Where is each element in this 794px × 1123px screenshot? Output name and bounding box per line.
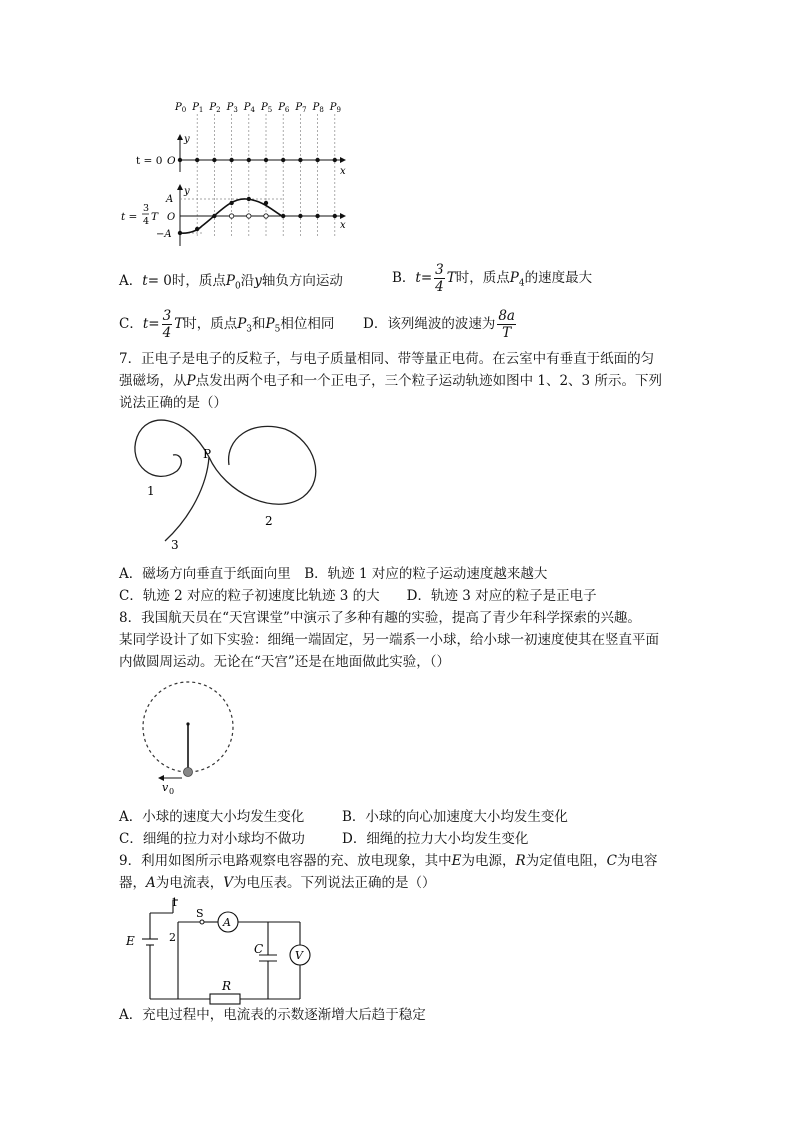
q7-trajectory-figure xyxy=(125,415,335,555)
q9-circuit-figure xyxy=(118,895,328,1005)
q6-c-p1: P xyxy=(237,316,247,332)
q6-c-eq: = xyxy=(148,316,160,332)
row2-point-2 xyxy=(212,214,216,218)
row2-point-7 xyxy=(298,214,302,218)
q6-c-num: 3 xyxy=(162,308,172,324)
wave-figure xyxy=(112,98,352,258)
q7-stem-line2 xyxy=(119,370,662,392)
row1-point-9 xyxy=(333,158,337,162)
q6-c-t: t xyxy=(142,316,149,332)
q6-a-end: 轴负方向运动 xyxy=(261,273,343,289)
q6-a-p: P xyxy=(225,273,235,289)
point-label-6: $P_6$ xyxy=(278,102,290,114)
q9-stem-R: R xyxy=(515,853,526,869)
q6-b-prefix: B． xyxy=(392,270,416,286)
wave-point-labels xyxy=(174,102,341,114)
row2-point-3 xyxy=(229,201,233,205)
q8-circle-figure xyxy=(130,678,250,798)
row2-point-8 xyxy=(315,214,319,218)
q6-b-den: 4 xyxy=(435,279,444,295)
q9-stem-E: E xyxy=(451,853,462,869)
fig7-label-3: 3 xyxy=(171,538,179,552)
q9-stem-g: 为电压表。下列说法正确的是（） xyxy=(233,875,436,891)
q9-stem-line2 xyxy=(119,872,436,894)
fig9-label-e: E xyxy=(126,934,135,948)
point-label-2: $P_2$ xyxy=(209,102,221,114)
point-label-0: $P_0$ xyxy=(175,102,187,114)
wave-gridlines xyxy=(197,114,335,238)
q8-option-d[interactable]: D．细绳的拉力大小均发生变化 xyxy=(342,831,529,847)
row1-point-7 xyxy=(298,158,302,162)
q7-stem-line2-a: 强磁场，从 xyxy=(119,373,187,389)
ball xyxy=(184,768,193,777)
q7-options-ab[interactable]: A．磁场方向垂直于纸面向里 B．轨迹 1 对应的粒子运动速度越来越大 xyxy=(119,566,548,582)
q6-c-T: T xyxy=(174,316,184,332)
fig9-label-a: A xyxy=(223,916,231,929)
fig9-label-v: V xyxy=(295,949,303,962)
q6-a-t: t xyxy=(142,273,148,289)
row2-time-den: 4 xyxy=(143,216,150,227)
point-label-8: $P_8$ xyxy=(312,102,324,114)
point-label-7: $P_7$ xyxy=(295,102,307,114)
q6-c-p1-sub: 3 xyxy=(246,324,253,335)
row2-point-1 xyxy=(195,227,199,231)
row1-point-8 xyxy=(315,158,319,162)
row2-point-9 xyxy=(333,214,337,218)
q6-a-y: y xyxy=(254,273,262,289)
q6-b-p-sub: 4 xyxy=(518,278,525,289)
q8-option-b[interactable]: B．小球的向心加速度大小均发生变化 xyxy=(342,809,568,825)
q6-b-num: 3 xyxy=(435,262,444,278)
q6-option-d[interactable] xyxy=(363,308,518,341)
row1-point-1 xyxy=(195,158,199,162)
row1-point-2 xyxy=(212,158,216,162)
q6-b-eq: = xyxy=(420,270,433,286)
row1-point-3 xyxy=(229,158,233,162)
row1-time-label: t = 0 xyxy=(136,155,163,167)
q6-b-T: T xyxy=(446,270,456,286)
row1-origin: O xyxy=(167,155,176,167)
q6-d-num: 8a xyxy=(498,308,515,324)
q6-b-mid: 时，质点 xyxy=(455,270,510,286)
row2-y-label: y xyxy=(184,186,190,197)
q6-b-fraction xyxy=(434,262,445,295)
q8-stem-line2: 某同学设计了如下实验：细绳一端固定，另一端系一小球，给小球一初速度使其在竖直平面 xyxy=(119,632,659,648)
q6-a-tail: 沿 xyxy=(240,273,255,289)
row2-equilibrium-point-4 xyxy=(247,214,251,218)
q9-stem-a: 9．利用如图所示电路观察电容器的充、放电现象，其中 xyxy=(119,853,452,869)
q6-c-mid: 时，质点 xyxy=(183,316,238,332)
q7-stem-line3: 说法正确的是（） xyxy=(119,395,227,411)
row1-point-0 xyxy=(178,158,182,162)
q6-c-p2: P xyxy=(265,316,275,332)
point-label-4: $P_4$ xyxy=(243,102,256,114)
amp-neg-label: −A xyxy=(156,229,172,240)
row1-x-label: x xyxy=(340,166,346,177)
row2-point-6 xyxy=(281,214,285,218)
row2-equilibrium-point-5 xyxy=(264,214,268,218)
q7-stem-line2-b: 点发出两个电子和一个正电子，三个粒子运动轨迹如图中 1、2、3 所示。下列 xyxy=(195,373,662,389)
fig7-label-1: 1 xyxy=(147,484,155,498)
q9-stem-A: A xyxy=(146,875,156,891)
trajectory-3 xyxy=(165,457,209,541)
amp-pos-label: A xyxy=(166,194,174,205)
q6-option-b[interactable] xyxy=(392,262,592,295)
q7-stem-line1: 7．正电子是电子的反粒子，与电子质量相同、带等量正电荷。在云室中有垂直于纸面的匀 xyxy=(119,351,655,367)
q6-b-t: t xyxy=(415,270,421,286)
q9-stem-f: 为电流表， xyxy=(155,875,224,891)
row1-point-6 xyxy=(281,158,285,162)
q9-stem-V: V xyxy=(223,875,233,891)
q8-stem-line1: 8．我国航天员在“天宫课堂”中演示了多种有趣的实验，提高了青少年科学探索的兴趣。 xyxy=(119,610,641,626)
fig9-label-2: 2 xyxy=(169,931,176,944)
q6-c-end: 相位相同 xyxy=(280,316,335,332)
q6-a-mid: = 0时，质点 xyxy=(147,273,226,289)
q9-stem-C: C xyxy=(606,853,617,869)
fig7-label-2: 2 xyxy=(265,514,273,528)
row2-equilibrium-point-3 xyxy=(229,214,233,218)
q7-stem-p: P xyxy=(186,373,196,389)
row2-point-5 xyxy=(264,201,268,205)
row1-y-label: y xyxy=(184,134,190,145)
q6-b-p: P xyxy=(509,270,519,286)
v0-label: v xyxy=(162,781,169,794)
row1-point-5 xyxy=(264,158,268,162)
v0-sub: 0 xyxy=(169,787,175,796)
fig9-label-r: R xyxy=(222,979,232,993)
row2-time-num: 3 xyxy=(143,203,150,214)
q9-stem-d: 为电容 xyxy=(616,853,658,869)
q6-a-prefix: A． xyxy=(119,273,143,289)
q6-option-a[interactable] xyxy=(119,270,343,298)
row2-point-0 xyxy=(178,231,182,235)
q6-d-den: T xyxy=(502,325,512,341)
fig9-label-s: S xyxy=(196,907,204,920)
q6-d-fraction xyxy=(497,308,516,341)
row2-time-suffix: T xyxy=(151,211,159,223)
row2-x-label: x xyxy=(340,220,346,231)
fig9-label-1: 1 xyxy=(171,896,178,909)
q9-option-a[interactable]: A．充电过程中，电流表的示数逐渐增大后趋于稳定 xyxy=(119,1007,426,1023)
q6-d-prefix: D．该列绳波的波速为 xyxy=(363,316,496,332)
trajectory-2 xyxy=(209,426,316,504)
q9-stem-e: 器， xyxy=(119,875,146,891)
q9-stem-b: 为电源， xyxy=(461,853,516,869)
q9-stem-c: 为定值电阻， xyxy=(525,853,607,869)
q8-option-c[interactable]: C．细绳的拉力对小球均不做功 xyxy=(119,831,305,847)
q6-c-p2-sub: 5 xyxy=(274,324,281,335)
q6-option-c[interactable] xyxy=(119,308,334,341)
q8-stem-line3: 内做圆周运动。无论在“天宫”还是在地面做此实验，（） xyxy=(119,654,451,670)
q9-stem-line1 xyxy=(119,850,657,872)
row1-point-4 xyxy=(247,158,251,162)
q6-c-den: 4 xyxy=(162,325,172,341)
q6-c-prefix: C． xyxy=(119,316,143,332)
fig9-label-c: C xyxy=(254,942,264,956)
point-label-5: $P_5$ xyxy=(261,102,273,114)
q8-option-a[interactable]: A．小球的速度大小均发生变化 xyxy=(119,809,305,825)
q6-c-and: 和 xyxy=(252,316,266,332)
row2-point-4 xyxy=(247,197,251,201)
q6-c-fraction xyxy=(162,308,173,341)
q6-b-end: 的速度最大 xyxy=(524,270,593,286)
q7-options-cd[interactable]: C．轨迹 2 对应的粒子初速度比轨迹 3 的大 D．轨迹 3 对应的粒子是正电子 xyxy=(119,588,597,604)
row2-origin: O xyxy=(167,212,176,223)
trajectory-1 xyxy=(135,420,212,476)
point-label-9: $P_9$ xyxy=(329,102,342,114)
q6-a-p-sub: 0 xyxy=(234,281,241,292)
row2-time-prefix: t = xyxy=(121,211,138,223)
point-label-1: $P_1$ xyxy=(192,102,204,114)
point-label-3: $P_3$ xyxy=(226,102,238,114)
fig7-label-p: P xyxy=(203,447,212,461)
